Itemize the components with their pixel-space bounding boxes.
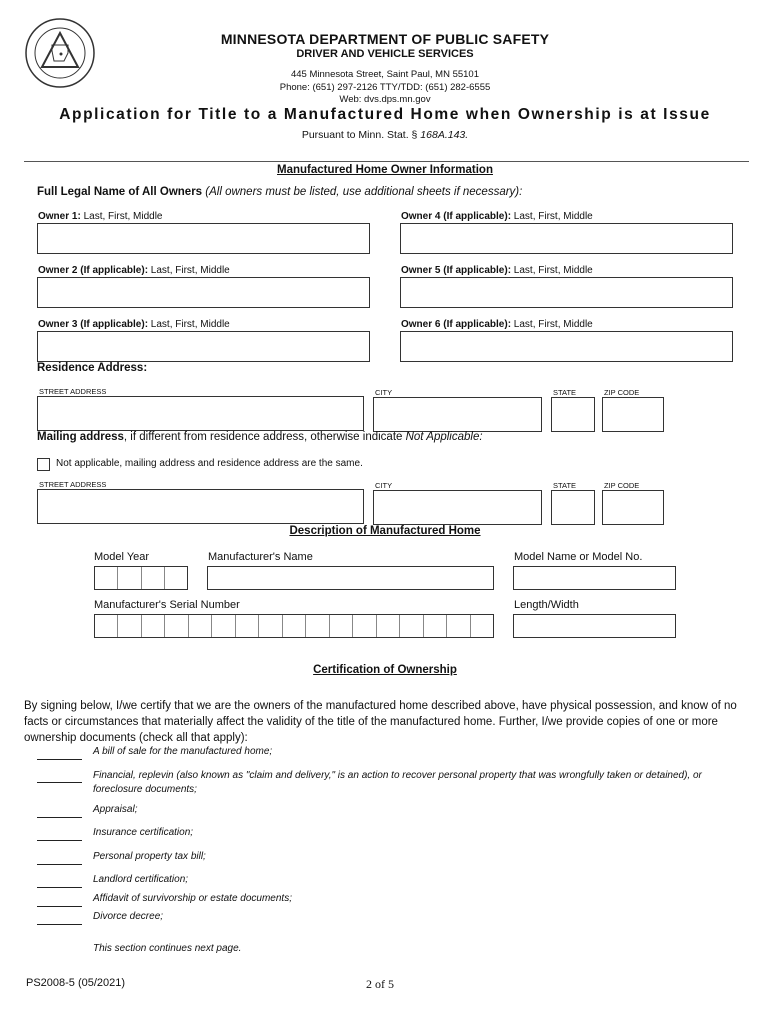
owner-5-input[interactable] [400, 277, 733, 308]
agency-phone: Phone: (651) 297-2126 TTY/TDD: (651) 282-6555 [279, 82, 491, 93]
item-landlord: Landlord certification; [93, 874, 189, 885]
checkline-appraisal[interactable] [37, 817, 82, 818]
certification-heading: Certification of Ownership [313, 664, 457, 676]
owner-2-label: Owner 2 (If applicable): Last, First, Middle [38, 265, 230, 276]
checkline-affidavit[interactable] [37, 906, 82, 907]
owner-section-heading: Manufactured Home Owner Information [277, 164, 493, 176]
checkline-landlord[interactable] [37, 887, 82, 888]
continues-note: This section continues next page. [93, 943, 242, 954]
residence-zip-label: ZIP CODE [604, 388, 640, 397]
mailing-zip-input[interactable] [602, 490, 664, 525]
item-financial: Financial, replevin (also known as "claim and delivery," is an action to recover personal property that was wrongfully taken or detained), or foreclosure documents; [93, 770, 702, 795]
owner-2-input[interactable] [37, 277, 370, 308]
model-name-label: Model Name or Model No. [514, 551, 643, 563]
form-id: PS2008-5 (05/2021) [26, 977, 126, 989]
owner-1-label: Owner 1: Last, First, Middle [38, 211, 163, 222]
model-name-input[interactable] [513, 566, 676, 590]
mailing-city-label: CITY [375, 481, 393, 490]
statute-reference: Pursuant to Minn. Stat. § 168A.143. [301, 129, 469, 141]
home-section-heading: Description of Manufactured Home [289, 525, 481, 537]
not-applicable-label: Not applicable, mailing address and residence address are the same. [56, 458, 363, 469]
mailing-state-input[interactable] [551, 490, 595, 525]
item-divorce: Divorce decree; [93, 911, 164, 922]
length-width-input[interactable] [513, 614, 676, 638]
residence-state-label: STATE [553, 388, 577, 397]
length-width-label: Length/Width [514, 599, 579, 611]
serial-number-input[interactable] [94, 614, 494, 638]
checkline-bill-of-sale[interactable] [37, 759, 82, 760]
residence-zip-input[interactable] [602, 397, 664, 432]
mailing-street-label: STREET ADDRESS [39, 480, 107, 489]
manufacturer-name-label: Manufacturer's Name [208, 551, 313, 563]
model-year-input[interactable] [94, 566, 188, 590]
owner-1-input[interactable] [37, 223, 370, 254]
full-name-label: Full Legal Name of All Owners (All owners must be listed, use additional sheets if necessary): [37, 186, 523, 198]
agency-address: 445 Minnesota Street, Saint Paul, MN 55101 [290, 69, 479, 80]
certification-paragraph: By signing below, I/we certify that we are the owners of the manufactured home described above, have physical possession, and know of no facts or circumstances that materially affect the validity of the title of the manufactured home. Further, I/we provide copies of one or more ownership documents (check all that apply): [24, 700, 737, 744]
owner-4-input[interactable] [400, 223, 733, 254]
form-title: Application for Title to a Manufactured Home when Ownership is at Issue [59, 106, 711, 123]
owner-3-label: Owner 3 (If applicable): Last, First, Middle [38, 319, 230, 330]
item-bill-of-sale: A bill of sale for the manufactured home; [93, 746, 273, 757]
owner-6-label: Owner 6 (If applicable): Last, First, Middle [401, 319, 593, 330]
owner-4-label: Owner 4 (If applicable): Last, First, Middle [401, 211, 593, 222]
mailing-zip-label: ZIP CODE [604, 481, 640, 490]
agency-web: Web: dvs.dps.mn.gov [339, 94, 431, 105]
residence-address-label: Residence Address: [37, 362, 148, 374]
item-insurance: Insurance certification; [93, 827, 194, 838]
agency-name: MINNESOTA DEPARTMENT OF PUBLIC SAFETY [220, 31, 550, 47]
checkline-insurance[interactable] [37, 840, 82, 841]
mailing-state-label: STATE [553, 481, 577, 490]
not-applicable-checkbox[interactable] [37, 458, 50, 471]
residence-street-input[interactable] [37, 396, 364, 431]
item-appraisal: Appraisal; [93, 804, 138, 815]
owner-3-input[interactable] [37, 331, 370, 362]
header-divider [24, 161, 749, 162]
item-affidavit: Affidavit of survivorship or estate documents; [93, 893, 292, 904]
manufacturer-name-input[interactable] [207, 566, 494, 590]
model-year-label: Model Year [94, 551, 150, 563]
page-number: 2 of 5 [366, 977, 394, 991]
item-tax-bill: Personal property tax bill; [93, 851, 206, 862]
owner-6-input[interactable] [400, 331, 733, 362]
owner-5-label: Owner 5 (If applicable): Last, First, Middle [401, 265, 593, 276]
checkline-divorce[interactable] [37, 924, 82, 925]
residence-city-label: CITY [375, 388, 393, 397]
residence-state-input[interactable] [551, 397, 595, 432]
serial-number-label: Manufacturer's Serial Number [94, 599, 240, 611]
residence-city-input[interactable] [373, 397, 542, 432]
mailing-city-input[interactable] [373, 490, 542, 525]
division-name: DRIVER AND VEHICLE SERVICES [296, 48, 474, 60]
residence-street-label: STREET ADDRESS [39, 387, 107, 396]
mailing-street-input[interactable] [37, 489, 364, 524]
mailing-address-label: Mailing address, if different from residence address, otherwise indicate Not Applicable: [37, 431, 483, 443]
checkline-tax-bill[interactable] [37, 864, 82, 865]
checkline-financial[interactable] [37, 782, 82, 783]
